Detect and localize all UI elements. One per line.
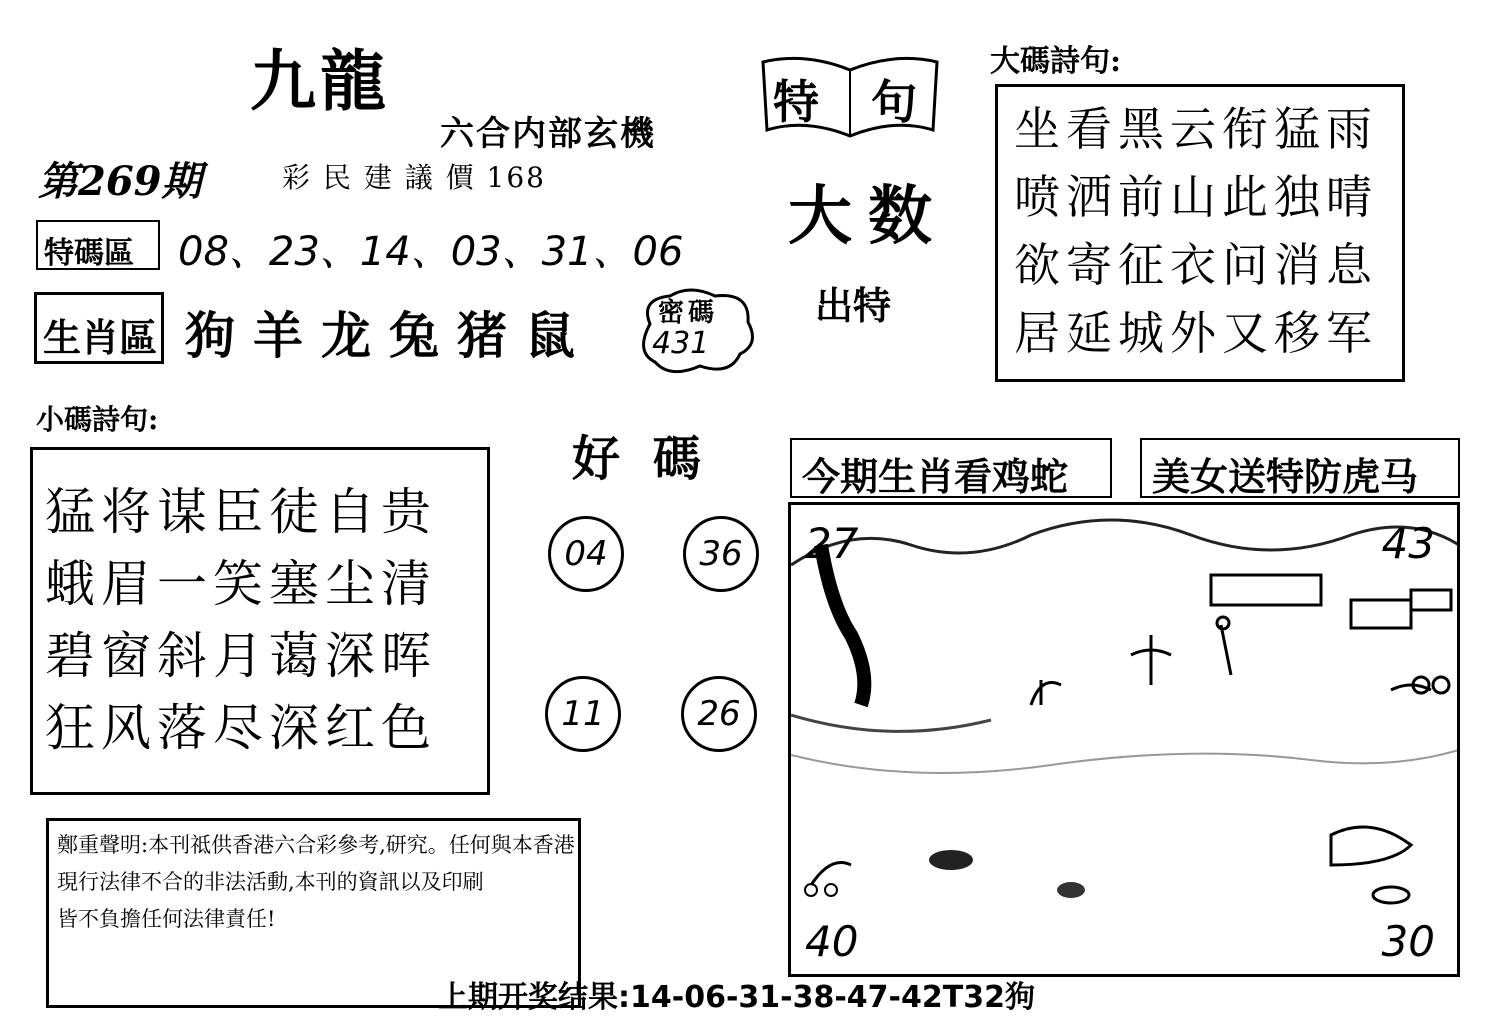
big-poem-line: 喷洒前山此独晴: [1014, 170, 1378, 224]
subtitle: 六合内部玄機: [440, 114, 656, 154]
last-result: 上期开奖结果:14-06-31-38-47-42T32狗: [438, 980, 1035, 1015]
good-number-circle: 11: [545, 676, 621, 752]
zodiac-zone-label: 生肖區: [43, 315, 158, 360]
good-number-circle: 36: [683, 516, 759, 592]
disclaimer-line: 鄭重聲明:本刊祗供香港六合彩參考,研究。任何與本香港: [57, 833, 575, 857]
issue-number: 第269期: [38, 158, 202, 205]
big-poem-heading: 大碼詩句:: [990, 44, 1122, 79]
secret-code-label: 密碼: [658, 298, 719, 328]
disclaimer-line: 現行法律不合的非法活動,本刊的資訊以及印刷: [57, 870, 484, 894]
price-note: 彩 民 建 議 價 168: [282, 161, 546, 194]
disclaimer-line: 皆不負擔任何法律責任!: [57, 907, 276, 931]
big-poem-line: 居延城外又移军: [1014, 306, 1378, 360]
small-poem-line: 碧窗斜月蔼深晖: [45, 627, 437, 685]
special-zone-numbers: 08、23、14、03、31、06: [178, 229, 684, 275]
special-zone-label-box: [36, 220, 160, 270]
good-number-circle: 26: [681, 676, 757, 752]
zodiac-tip-box: [790, 438, 1112, 498]
good-number-circle: 04: [548, 516, 624, 592]
picture-corner-number: 40: [805, 917, 859, 966]
brand-title: 九龍: [250, 42, 390, 120]
beauty-tip-box: [1140, 438, 1460, 498]
small-poem-line: 狂风落尽深红色: [45, 699, 437, 757]
small-poem-line: 蛾眉一笑塞尘清: [45, 555, 437, 613]
beauty-tip: 美女送特防虎马: [1152, 454, 1419, 499]
big-poem-line: 欲寄征衣问消息: [1014, 238, 1378, 292]
small-poem-heading: 小碼詩句:: [36, 403, 159, 436]
picture-corner-number: 27: [805, 519, 859, 568]
big-number-note: 出特: [815, 283, 892, 328]
secret-code: [630, 284, 760, 379]
picture-corner-number: 43: [1381, 519, 1435, 568]
zodiac-tip: 今期生肖看鸡蛇: [802, 454, 1069, 499]
big-poem-line: 坐看黑云衔猛雨: [1014, 102, 1378, 156]
small-poem-line: 猛将谋臣徒自贵: [45, 483, 437, 541]
landscape-picture: [791, 505, 1459, 976]
special-zone-label: 特碼區: [44, 236, 134, 271]
secret-code-value: 431: [652, 326, 710, 361]
badge-text: 特 句: [773, 75, 936, 129]
picture-box: [788, 502, 1460, 977]
picture-corner-number: 30: [1381, 917, 1435, 966]
zodiac-zone-label-box: [34, 292, 164, 364]
small-poem-box: [30, 447, 490, 795]
badge: [755, 52, 945, 142]
good-numbers-heading: 好 碼: [572, 431, 709, 487]
big-number-title: 大数: [788, 179, 948, 254]
big-poem-box: [995, 84, 1405, 382]
zodiac-animals: 狗羊龙兔猪鼠: [185, 306, 593, 365]
